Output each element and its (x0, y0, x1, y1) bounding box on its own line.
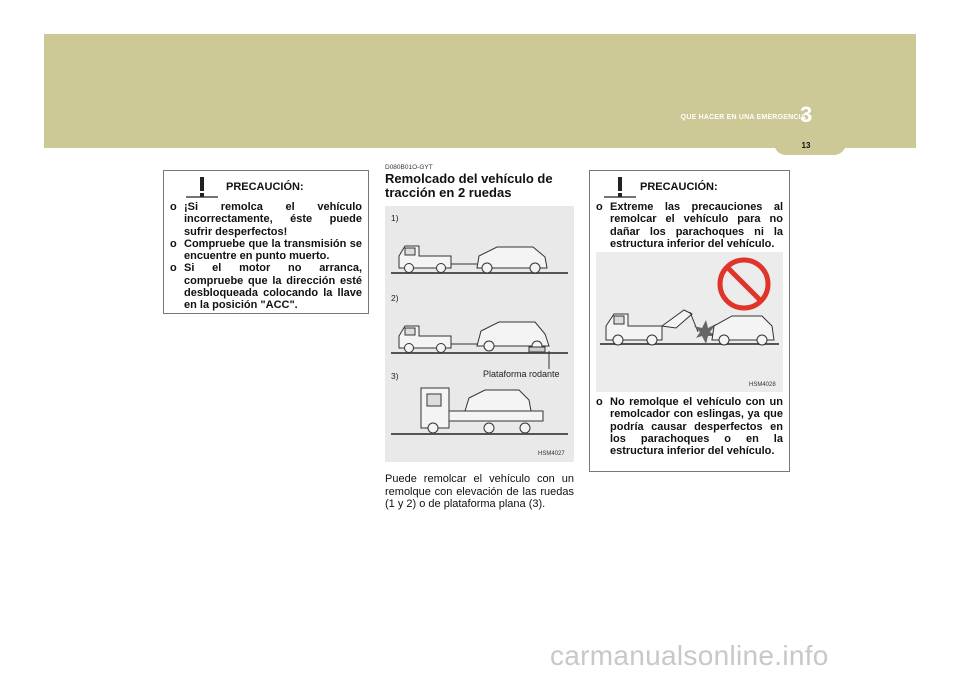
list-item: o Si el motor no arranca, compruebe que la dirección esté desbloqueada colocando la llave en la posición "ACC". (170, 262, 362, 312)
section-heading: Remolcado del vehículo de tracción en 2 ruedas (385, 171, 553, 200)
list-item: o Extreme las precauciones al remolcar el vehículo para no dañar los parachoques ni la estructura inferior del vehículo. (596, 201, 783, 250)
car-icon (712, 316, 774, 345)
section-title: QUE HACER EN UNA EMERGENCIA (680, 114, 806, 121)
figure-code: HSM4027 (538, 451, 565, 457)
sling-tow-image (596, 252, 783, 392)
prohibition-icon (720, 260, 768, 308)
dolly-caption: Plataforma rodante (483, 369, 560, 379)
list-item: o ¡Si remolca el vehículo incorrectamente, éste puede sufrir desperfectos! (170, 201, 362, 238)
towing-paragraph: Puede remolcar el vehículo con un remolque con elevación de las ruedas (1 y 2) o de plataforma plana (3). (385, 473, 574, 510)
figure-label-3: 3) (391, 371, 399, 381)
tow-truck-icon (606, 310, 698, 345)
chapter-number: 3 (800, 102, 813, 127)
page-number: 13 (801, 141, 811, 150)
caution-header (596, 175, 783, 201)
flatbed-truck-icon (391, 388, 568, 434)
main-column (385, 164, 574, 511)
caution-box-left (163, 170, 369, 314)
list-item: o Compruebe que la transmisión se encuentre en punto muerto. (170, 237, 362, 263)
document-code: D080B01O-GYT (385, 164, 433, 171)
list-item: o No remolque el vehículo con un remolcador con eslingas, ya que podría causar desperfectos en los parachoques o en la estructura inferior del vehículo. (596, 396, 783, 458)
caution-header (170, 175, 362, 201)
caution-title: PRECAUCIÓN: (226, 181, 304, 193)
figure-label-2: 2) (391, 293, 399, 303)
header-band (44, 34, 916, 148)
caution-title: PRECAUCIÓN: (640, 181, 718, 193)
caution-list (596, 396, 783, 457)
warning-icon (604, 175, 636, 201)
car-icon (477, 322, 549, 369)
image-code: HSM4028 (749, 382, 776, 389)
warning-icon (186, 175, 218, 201)
car-icon (477, 247, 547, 273)
caution-list (596, 201, 783, 250)
towing-figure (385, 206, 574, 462)
sling-tow-illustration (596, 252, 783, 392)
caution-box-right (589, 170, 790, 472)
caution-list (170, 201, 362, 312)
tow-illustration (385, 206, 574, 462)
watermark-text: carmanualsonline.info (550, 640, 829, 671)
figure-label-1: 1) (391, 213, 399, 223)
